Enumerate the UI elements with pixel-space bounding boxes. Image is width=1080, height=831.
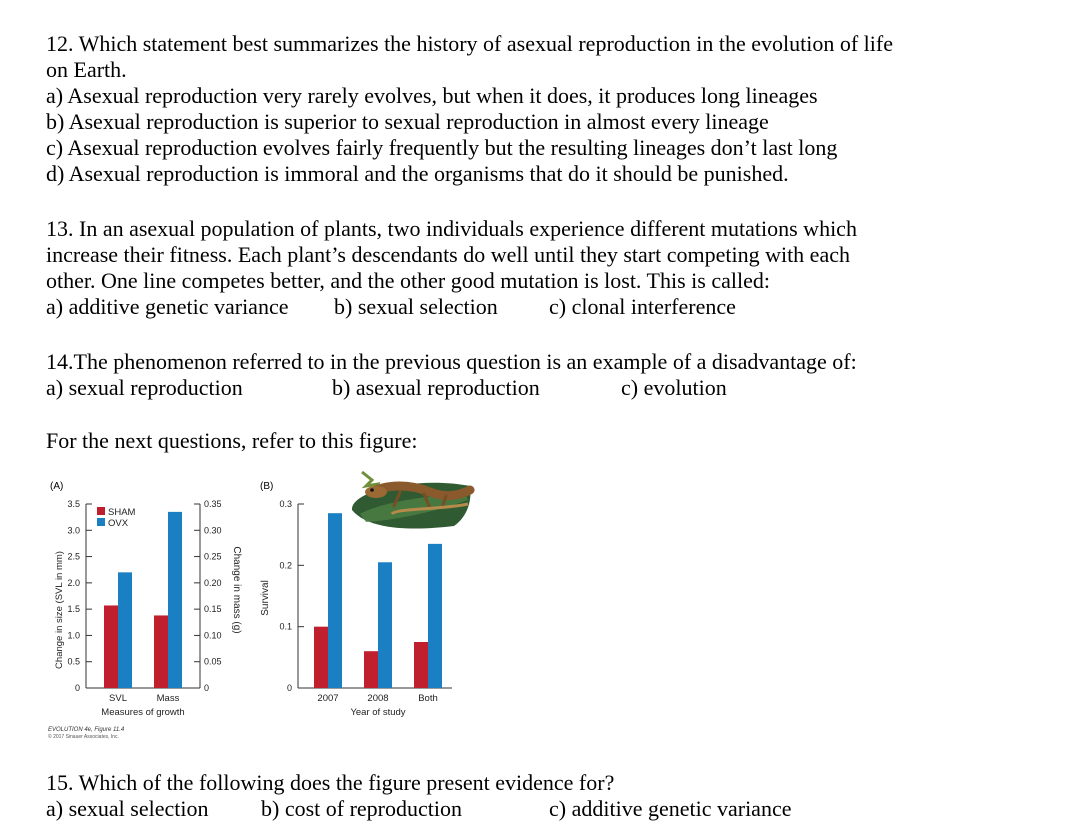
panel-a-right-ytick-label: 0 — [204, 683, 210, 693]
q13-option-b: b) sexual selection — [334, 294, 498, 319]
lizard-photo — [352, 472, 471, 529]
panel-a-right-ytick-label: 0.10 — [204, 630, 222, 641]
q14-option-a: a) sexual reproduction — [46, 375, 243, 400]
panel-a-ytick-label: 1.5 — [67, 604, 80, 615]
panel-a-category-label: Mass — [156, 693, 180, 704]
panel-b-bar-blue-2007 — [328, 513, 342, 688]
panel-a-bars — [104, 512, 182, 688]
panel-a-bar-ovx-svl — [118, 572, 132, 688]
q13-stem-line-2: increase their fitness. Each plant’s descendants do well until they start competing with each — [46, 242, 850, 267]
q15-option-a: a) sexual selection — [46, 796, 209, 821]
legend-swatch-sham — [97, 507, 105, 515]
q13-stem-line-3: other. One line competes better, and the other good mutation is lost. This is called: — [46, 268, 770, 293]
panel-a-right-ytick-label: 0.05 — [204, 656, 222, 667]
panel-a-right-ytick-label: 0.25 — [204, 551, 222, 562]
panel-a-right-ytick-label: 0.15 — [204, 604, 222, 615]
question-13 — [46, 216, 857, 320]
legend-label-ovx: OVX — [108, 518, 129, 529]
panel-a-legend — [97, 507, 136, 529]
panel-a-bar-ovx-mass — [168, 512, 182, 688]
q12-stem-line-2: on Earth. — [46, 57, 127, 82]
panel-a-categories — [109, 693, 180, 704]
legend-label-sham: SHAM — [108, 507, 136, 518]
q15-stem: 15. Which of the following does the figure present evidence for? — [46, 770, 615, 795]
panel-a-ytick-label: 3.5 — [67, 499, 80, 509]
q15-option-c: c) additive genetic variance — [549, 796, 792, 821]
panel-a-bar-sham-svl — [104, 605, 118, 688]
panel-a-ytick-label: 1.0 — [67, 630, 80, 641]
panel-b-left-axis — [279, 499, 304, 693]
panel-b-bar-blue-2008 — [378, 562, 392, 688]
q14-option-b: b) asexual reproduction — [332, 375, 540, 400]
legend-swatch-ovx — [97, 518, 105, 526]
growth-survival-figure — [0, 470, 1080, 750]
panel-a-ytick-label: 0.5 — [67, 656, 80, 667]
panel-b-category-label: Both — [418, 693, 438, 704]
q14-option-c: c) evolution — [621, 375, 727, 400]
question-15 — [46, 770, 792, 822]
panel-a-right-ytick-label: 0.35 — [204, 499, 222, 509]
panel-b-xlabel: Year of study — [350, 707, 406, 718]
q12-option-c: c) Asexual reproduction evolves fairly frequently but the resulting lineages don’t last long — [46, 135, 838, 160]
panel-b-bar-red-2007 — [314, 627, 328, 688]
q14-options — [46, 375, 857, 401]
q15-options — [46, 796, 792, 822]
panel-a-ytick-label: 2.0 — [67, 577, 80, 588]
panel-a-xlabel: Measures of growth — [101, 707, 185, 718]
figure-credit-line-2: © 2017 Sinauer Associates, Inc. — [48, 734, 119, 740]
panel-b-ylabel: Survival — [260, 580, 271, 616]
panel-b-bar-red-2008 — [364, 651, 378, 688]
panel-a-label: (A) — [50, 481, 64, 492]
panel-a-category-label: SVL — [109, 693, 127, 704]
panel-a-left-axis — [67, 499, 92, 693]
q12-option-b: b) Asexual reproduction is superior to sexual reproduction in almost every lineage — [46, 109, 769, 134]
question-12 — [46, 31, 893, 187]
panel-a-right-ytick-label: 0.20 — [204, 577, 222, 588]
panel-b-category-label: 2007 — [317, 693, 339, 704]
q12-stem-line-1: 12. Which statement best summarizes the history of asexual reproduction in the evolution of life — [46, 31, 893, 56]
figure-intro: For the next questions, refer to this figure: — [46, 428, 418, 453]
q12-option-a: a) Asexual reproduction very rarely evolves, but when it does, it produces long lineages — [46, 83, 818, 108]
q13-option-c: c) clonal interference — [549, 294, 736, 319]
panel-b-ytick-label: 0.1 — [279, 621, 292, 632]
panel-a-ytick-label: 3.0 — [67, 525, 80, 536]
q13-option-a: a) additive genetic variance — [46, 294, 289, 319]
q14-stem: 14.The phenomenon referred to in the previous question is an example of a disadvantage of: — [46, 349, 857, 374]
panel-a-right-axis — [194, 499, 222, 693]
panel-b-ytick-label: 0.3 — [279, 499, 292, 509]
q12-option-d: d) Asexual reproduction is immoral and the organisms that do it should be punished. — [46, 161, 789, 186]
panel-b-ytick-label: 0.2 — [279, 560, 292, 571]
panel-a-ylabel-right: Change in mass (g) — [231, 546, 242, 634]
panel-b-label: (B) — [260, 481, 274, 492]
q13-stem-line-1: 13. In an asexual population of plants, two individuals experience different mutations which — [46, 216, 857, 241]
panel-a-ytick-label: 2.5 — [67, 551, 80, 562]
panel-a-ylabel: Change in size (SVL in mm) — [54, 551, 65, 669]
panel-b-bars — [314, 513, 442, 688]
panel-a-bar-sham-mass — [154, 615, 168, 688]
panel-b-bar-blue-both — [428, 544, 442, 688]
panel-a-right-ytick-label: 0.30 — [204, 525, 222, 536]
panel-b-categories — [317, 693, 437, 704]
panel-b-ytick-label: 0 — [286, 683, 292, 693]
q15-option-b: b) cost of reproduction — [261, 796, 462, 821]
panel-b-bar-red-both — [414, 642, 428, 688]
panel-a-ytick-label: 0 — [74, 683, 80, 693]
q13-options — [46, 294, 857, 320]
figure-credit-line-1: EVOLUTION 4e, Figure 11.4 — [48, 727, 125, 733]
question-14 — [46, 349, 857, 401]
panel-b-category-label: 2008 — [367, 693, 389, 704]
